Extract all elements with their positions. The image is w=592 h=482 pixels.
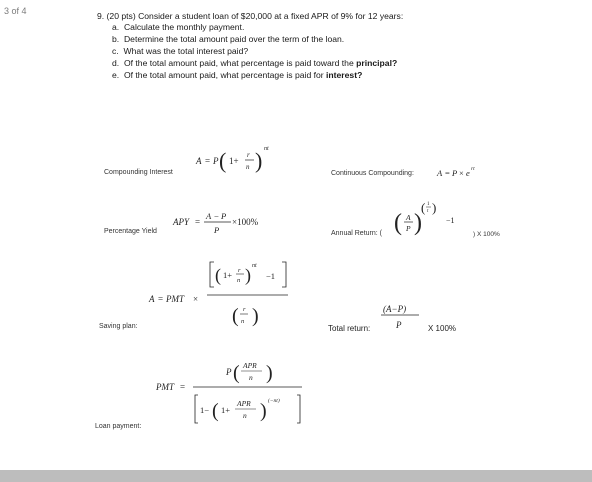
part-text: Of the total amount paid, what percentage is paid for — [123, 70, 327, 80]
part-text: What was the total interest paid? — [123, 46, 249, 56]
svg-text:P: P — [406, 224, 411, 233]
svg-text:A: A — [149, 294, 155, 304]
svg-text:): ) — [255, 148, 263, 173]
svg-text:1: 1 — [427, 202, 430, 207]
svg-text:(: ( — [219, 148, 227, 173]
continuous-compounding-label: Continuous Compounding: — [331, 170, 414, 177]
svg-text:A: A — [196, 156, 202, 166]
svg-text:=: = — [180, 382, 186, 392]
svg-text:×100%: ×100% — [232, 217, 259, 227]
svg-text:r: r — [247, 151, 250, 159]
svg-text:): ) — [266, 362, 273, 384]
svg-text:A: A — [406, 213, 411, 222]
svg-text:=: = — [445, 168, 450, 178]
svg-text:PMT: PMT — [156, 382, 174, 392]
part-text: Determine the total amount paid over the term of the loan. — [123, 34, 345, 44]
svg-text:(: ( — [233, 362, 240, 384]
part-letter: e. — [112, 70, 120, 80]
svg-text:A: A — [206, 211, 212, 221]
saving-plan-label: Saving plan: — [99, 323, 138, 330]
saving-plan-formula — [148, 262, 288, 327]
svg-text:(: ( — [232, 305, 239, 327]
svg-text:(: ( — [212, 400, 219, 422]
svg-text:P: P — [213, 156, 219, 166]
svg-text:−1: −1 — [446, 216, 455, 225]
svg-text:): ) — [260, 400, 267, 422]
svg-text:r: r — [238, 267, 241, 274]
svg-text:1+: 1+ — [223, 270, 233, 280]
svg-text:(: ( — [394, 210, 402, 236]
svg-text:(A−P): (A−P) — [383, 304, 407, 314]
total-return-suffix: X 100% — [428, 324, 457, 333]
part-letter: a. — [112, 22, 120, 32]
percentage-yield-label: Percentage Yield — [104, 228, 157, 235]
part-bold-text: principal? — [356, 58, 398, 68]
svg-text:=: = — [195, 217, 201, 227]
svg-text:): ) — [414, 210, 422, 236]
part-text: Of the total amount paid, what percentage is paid toward the — [123, 58, 357, 68]
svg-text:A: A — [437, 168, 443, 178]
compound-interest-formula — [195, 146, 269, 173]
svg-text:=: = — [205, 156, 211, 166]
svg-text:=: = — [158, 294, 164, 304]
total-return-label: Total return: — [328, 324, 371, 333]
svg-text:APR: APR — [243, 361, 257, 370]
svg-text:): ) — [252, 305, 259, 327]
svg-text:1+: 1+ — [221, 405, 231, 415]
loan-payment-formula — [155, 361, 302, 423]
svg-text:−: − — [214, 211, 219, 221]
svg-text:1+: 1+ — [229, 156, 239, 166]
svg-text:n: n — [249, 373, 253, 382]
svg-text:n: n — [246, 163, 250, 171]
svg-text:n: n — [241, 318, 245, 325]
svg-text:APY: APY — [173, 217, 190, 227]
total-return-formula — [381, 304, 419, 330]
annual-return-formula — [394, 200, 455, 236]
svg-text:r: r — [243, 306, 246, 313]
part-letter: b. — [112, 34, 120, 44]
svg-text:rt: rt — [471, 166, 475, 172]
viewer-bottom-bar — [0, 470, 592, 482]
compounding-interest-label: Compounding Interest — [104, 169, 173, 176]
svg-text:×: × — [459, 168, 464, 178]
apy-formula — [172, 211, 259, 235]
svg-text:(: ( — [215, 265, 221, 285]
svg-text:PMT: PMT — [166, 294, 184, 304]
svg-text:): ) — [432, 200, 437, 215]
svg-text:P: P — [452, 168, 458, 178]
svg-text:−1: −1 — [266, 271, 276, 281]
svg-text:t: t — [427, 209, 429, 214]
svg-text:1−: 1− — [200, 405, 210, 415]
svg-text:P: P — [226, 367, 232, 377]
svg-text:P: P — [214, 225, 220, 235]
svg-text:APR: APR — [237, 399, 251, 408]
svg-text:): ) — [245, 265, 251, 285]
part-letter: d. — [112, 58, 120, 68]
part-text: Calculate the monthly payment. — [123, 22, 245, 32]
question-header: 9. (20 pts) Consider a student loan of $20,000 at a fixed APR of 9% for 12 years: — [97, 11, 404, 21]
svg-text:e: e — [466, 168, 470, 178]
continuous-formula — [436, 166, 475, 178]
svg-text:nt: nt — [264, 146, 269, 152]
loan-payment-label: Loan payment: — [95, 423, 142, 430]
part-letter: c. — [112, 46, 119, 56]
svg-text:nt: nt — [252, 263, 257, 269]
part-bold-text: interest? — [326, 70, 363, 80]
svg-text:P: P — [396, 320, 402, 330]
svg-text:×: × — [193, 294, 199, 304]
annual-return-label: Annual Return: ( — [331, 230, 382, 237]
svg-text:(: ( — [421, 200, 426, 215]
svg-text:(−nt): (−nt) — [268, 398, 280, 404]
svg-text:P: P — [221, 211, 227, 221]
svg-text:n: n — [243, 411, 247, 420]
annual-return-suffix: ) X 100% — [473, 231, 500, 238]
page-indicator: 3 of 4 — [4, 6, 27, 16]
svg-text:n: n — [237, 277, 241, 284]
